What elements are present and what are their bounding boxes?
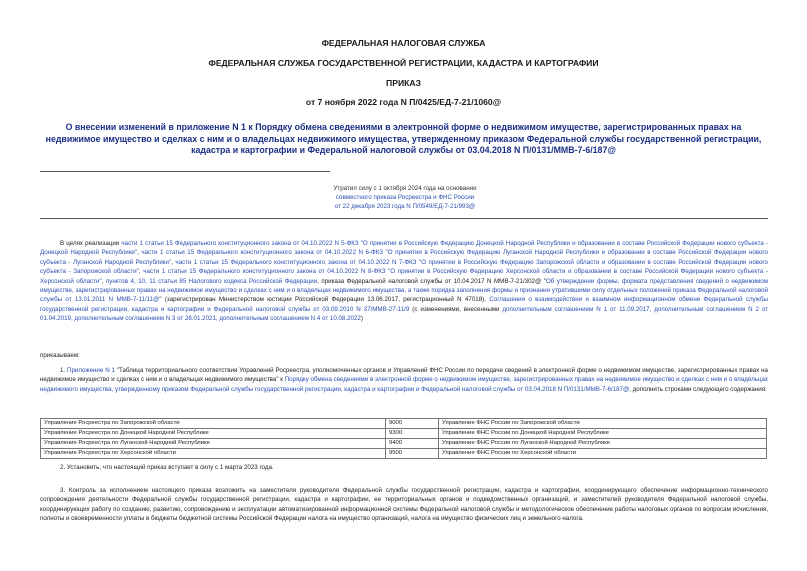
divider-line-top [40,171,330,172]
preamble-text: ) [360,315,363,323]
title-text: О внесении изменений в [65,122,177,132]
code-cell: 9500 [386,449,439,459]
agreement-link[interactable]: Соглашения о взаимодействии и взаимном информационном обмене Федеральной службы государственной регистрации, кадастра и картографии и Федеральной налоговой службы от 03.09.2010 N 37/ММВ-27-11/9 [40,296,768,313]
rosreestr-office-cell: Управление Росреестра по Запорожской области [41,419,386,429]
table-row [41,429,767,439]
preamble-text: " (зарегистрирован Министерством юстиции Российской Федерации 13.06.2017, регистрационный N 47018), [159,296,490,304]
point-2-paragraph [40,463,768,472]
point-1-paragraph [40,366,768,394]
document-title [40,122,767,157]
exchange-procedure-link[interactable]: Порядку обмена сведениями в электронной форме о недвижимом имуществе, зарегистрированных правах на недвижимое имущество и сделках с ним и о владельцах недвижимого имущества, утвержденному приказом Федеральной службы государственной регистрации, кадастра и картографии и Федеральной налоговой службы от 03.04.2018 N П/0131/ММВ-7-6/187@ [40,376,768,393]
point-2-text: 2. Установить, что настоящий приказ вступает в силу с 1 марта 2023 года. [60,464,274,471]
expired-note-link[interactable]: совместного приказа Росреестра и ФНС России [335,194,475,201]
law-5-fkz-link[interactable]: части 1 статьи 15 Федерального конституционного закона от 04.10.2022 N 5-ФКЗ "О принятии в Российскую Федерацию Донецкой Народной Республики и образовании в составе Российской Федерации нового субъекта - Донецкой Народной Республики" [40,240,768,257]
preamble-text: , [171,258,176,266]
expired-note-link-number[interactable]: от 22 декабря 2023 года N П/0549/ЕД-7-21/993@ [334,203,476,210]
preamble-text: , [137,249,142,257]
code-cell: 9400 [386,439,439,449]
document-date-number: от 7 ноября 2022 года N П/0425/ЕД-7-21/1060@ [305,97,502,107]
point-1-text: "Таблица территориального соответствия Управлений Росреестра, уполномоченных органов и Управлений ФНС России по передаче сведений в электронной форме о недвижимом имуществе, зарегистрированных правах на недвижимое имущество и сделках с ним и о владельцах недвижимого имущества" к [40,367,768,384]
territorial-table [40,418,767,459]
point-1-text: , дополнить строками следующего содержания: [629,385,767,393]
point-1-text: 1. [60,367,68,374]
preamble-text: (с изменениями, внесенными [409,305,503,313]
rosreestr-office-cell: Управление Росреестра по Донецкой Народной Республике [41,429,386,439]
fns-office-cell: Управление ФНС России по Запорожской области [439,419,767,429]
expired-note-line: Утратил силу с 1 октября 2024 года на основании [333,185,477,192]
order-word: приказываем: [40,352,80,359]
law-6-fkz-link[interactable]: части 1 статьи 15 Федерального конституционного закона от 04.10.2022 N 6-ФКЗ "О принятии в Российскую Федерацию Луганской Народной Республики и образовании в составе Российской Федерации нового субъекта - Луганской Народной Республики" [40,249,768,266]
code-cell: 9000 [386,419,439,429]
preamble-text: , [101,277,106,285]
agency-fns-heading: ФЕДЕРАЛЬНАЯ НАЛОГОВАЯ СЛУЖБА [321,38,486,48]
agency-rosreestr-heading: ФЕДЕРАЛЬНАЯ СЛУЖБА ГОСУДАРСТВЕННОЙ РЕГИСТРАЦИИ, КАДАСТРА И КАРТОГРАФИИ [208,58,599,68]
fns-office-cell: Управление ФНС России по Херсонской области [439,449,767,459]
fns-office-cell: Управление ФНС России по Донецкой Народной Республике [439,429,767,439]
rosreestr-office-cell: Управление Росреестра по Луганской Народной Республике [41,439,386,449]
preamble-text: , приказа Федеральной налоговой службы от 10.04.2017 N ММВ-7-21/302@ " [317,277,546,285]
title-appendix-link[interactable]: приложение N 1 к Порядку обмена сведениями в электронной форме о недвижимом имуществе, зарегистрированных правах на недвижимое имущество и сделках с ним и о владельцах недвижимого имущества, утвержденному приказом Федеральной службы государственной регистрации, кадастра и картографии и Федеральной налоговой службы от 03.04.2018 N П/0131/ММВ-7-6/187@ [45,122,762,155]
divider-line-full [40,218,768,219]
rosreestr-office-cell: Управление Росреестра по Херсонской области [41,449,386,459]
preamble-text: , [138,268,144,276]
table-row [41,449,767,459]
point-3-text: 3. Контроль за исполнением настоящего приказа возложить на заместителя руководителя Федеральной службы государственной регистрации, кадастра и картографии, координирующего обеспечение информационно-технического сопровождения деятельности Федеральной службы государственной регистрации, кадастра и картографии, ее территориальных органов и подведомственных организаций, и заместителей руководителя Федеральной налоговой службы, координирующих работу по созданию, развитию, сопровождению и эксплуатации автоматизированной информационной системы Федеральной налоговой службы и методологическое обеспечение работы налоговых органов по вопросам исчисления, полноты и своевременности уплаты в бюджеты бюджетной системы Российской Федерации налога на имущество организаций, налога на имущество физических лиц и земельного налога. [40,487,768,523]
preamble-paragraph [40,239,768,324]
table-row [41,419,767,429]
fns-order-link[interactable]: Об утверждении формы, формата представления сведений о недвижимом имуществе, зарегистрированных правах на недвижимое имущество и сделках с ним и о владельцах недвижимого имущества, а также порядка заполнения формы и признании утратившими силу отдельных положений приказа Федеральной налоговой службы от 13.01.2011 N ММВ-7-11/11@ [40,277,768,304]
law-8-fkz-link[interactable]: части 1 статьи 15 Федерального конституционного закона от 04.10.2022 N 8-ФКЗ "О принятии в Российскую Федерацию Херсонской области и образовании в составе Российской Федерации нового субъекта - Херсонской области" [40,268,768,285]
document-type-heading: ПРИКАЗ [386,78,421,88]
preamble-text: В целях реализации [60,240,122,247]
expired-note [310,184,500,211]
appendix-1-link[interactable]: Приложение N 1 [67,367,115,374]
code-cell: 9300 [386,429,439,439]
tax-code-link[interactable]: пунктов 4, 10, 11 статьи 85 Налогового кодекса Российской Федерации [105,277,318,285]
law-7-fkz-link[interactable]: части 1 статьи 15 Федерального конституционного закона от 04.10.2022 N 7-ФКЗ "О принятии в Российскую Федерацию Запорожской области и образовании в составе Российской Федерации нового субъекта - Запорожской области" [40,258,768,276]
fns-office-cell: Управление ФНС России по Луганской Народной Республике [439,439,767,449]
table-row [41,439,767,449]
supplementary-agreements-link[interactable]: дополнительным соглашением N 1 от 11.09.2017, дополнительным соглашением N 2 от 01.04.2019, дополнительным соглашением N 3 от 26.01.2021, дополнительным соглашением N 4 от 10.08.2022 [40,305,769,323]
point-3-paragraph [40,486,768,524]
